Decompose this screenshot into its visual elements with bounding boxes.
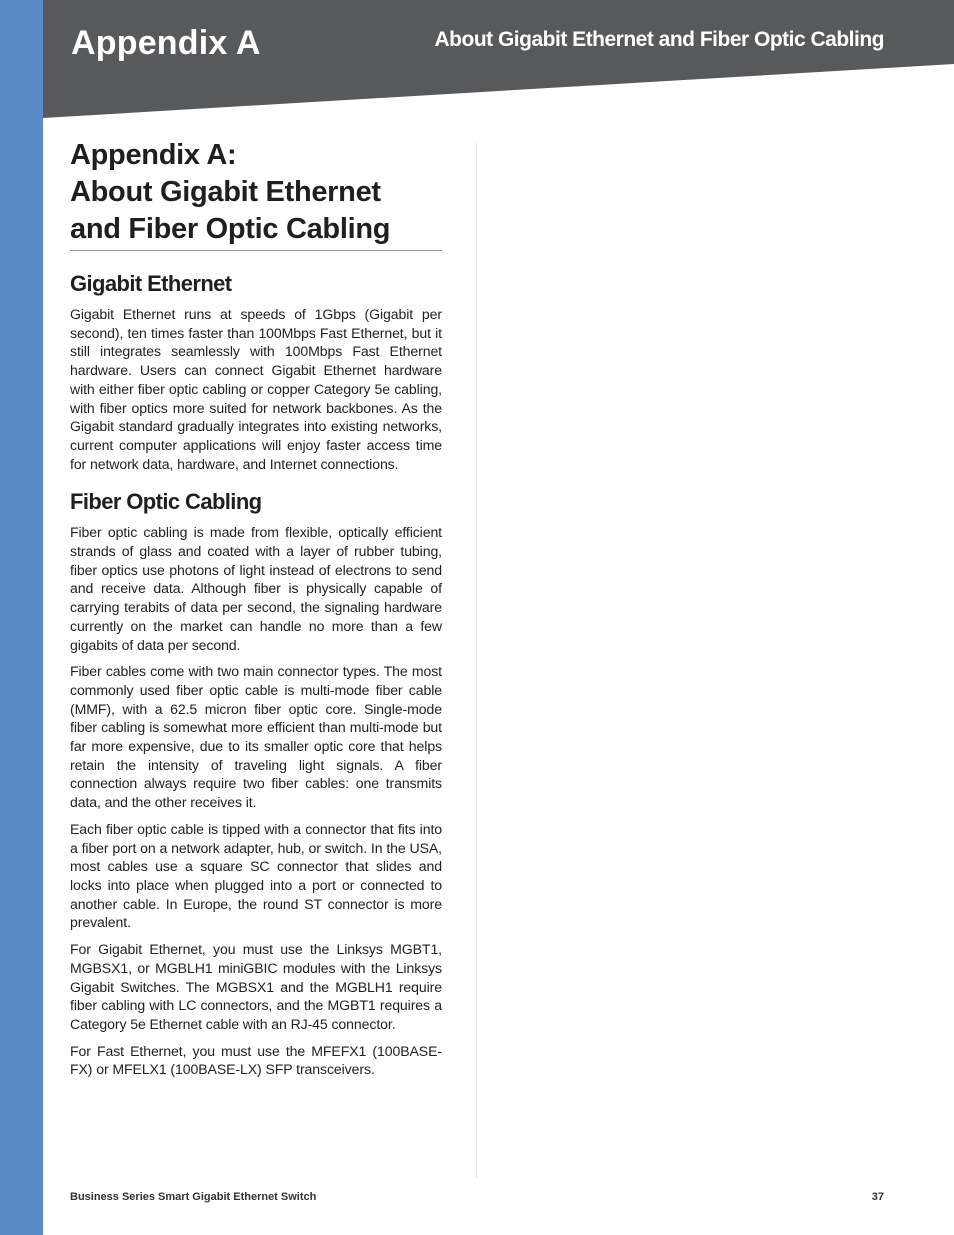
column-divider xyxy=(476,143,477,1178)
paragraph: Fiber optic cabling is made from flexible, optically efficient strands of glass and coated with a layer of rubber tubing, fiber optics use photons of light instead of electrons to send and receive data. Although fiber is physically capable of carrying terabits of data per second, the signaling hardware currently on the market can handle no more than a few gigabits of data per second. xyxy=(70,524,442,653)
footer-product-name: Business Series Smart Gigabit Ethernet Switch xyxy=(70,1191,317,1203)
page-title-line-2: About Gigabit Ethernet xyxy=(70,176,381,208)
main-column xyxy=(70,137,442,1087)
paragraph: Fiber cables come with two main connector types. The most commonly used fiber optic cable is multi-mode fiber cable (MMF), with a 62.5 micron fiber optic core. Single-mode fiber cabling is somewhat more efficient than multi-mode but far more expensive, due to its smaller optic core that helps retain the intensity of traveling light signals. A fiber connection always require two fiber cables: one transmits data, and the other receives it. xyxy=(70,663,442,811)
page-title xyxy=(70,137,442,251)
header-subtitle: About Gigabit Ethernet and Fiber Optic Cabling xyxy=(434,28,884,51)
page-title-line-3: and Fiber Optic Cabling xyxy=(70,213,391,245)
paragraph: Gigabit Ethernet runs at speeds of 1Gbps (Gigabit per second), ten times faster than 100Mbps Fast Ethernet, but it still integrates seamlessly with 100Mbps Fast Ethernet hardware. Users can connect Gigabit Ethernet hardware with either fiber optic cabling or copper Category 5e cabling, with fiber optics more suited for network backbones. As the Gigabit standard gradually integrates into existing networks, current computer applications will enjoy faster access time for network data, hardware, and Internet connections. xyxy=(70,306,442,472)
paragraph: For Fast Ethernet, you must use the MFEFX1 (100BASE-FX) or MFELX1 (100BASE-LX) SFP transceivers. xyxy=(70,1042,442,1078)
paragraph: Each fiber optic cable is tipped with a connector that fits into a fiber port on a network adapter, hub, or switch. In the USA, most cables use a square SC connector that slides and locks into place when plugged into a port or connected to another cable. In Europe, the round ST connector is more prevalent. xyxy=(70,820,442,931)
footer-page-number: 37 xyxy=(871,1191,884,1203)
section-heading-gigabit-ethernet: Gigabit Ethernet xyxy=(70,271,232,296)
page-title-line-1: Appendix A: xyxy=(70,139,237,171)
header-title: Appendix A xyxy=(71,24,261,62)
left-accent-bar xyxy=(0,0,43,1235)
section-heading-fiber-optic-cabling: Fiber Optic Cabling xyxy=(70,489,262,515)
paragraph: For Gigabit Ethernet, you must use the Linksys MGBT1, MGBSX1, or MGBLH1 miniGBIC modules with the Linksys Gigabit Switches. The MGBSX1 and the MGBLH1 require fiber cabling with LC connectors, and the MGBT1 requires a Category 5e Ethernet cable with an RJ-45 connector. xyxy=(70,941,442,1032)
